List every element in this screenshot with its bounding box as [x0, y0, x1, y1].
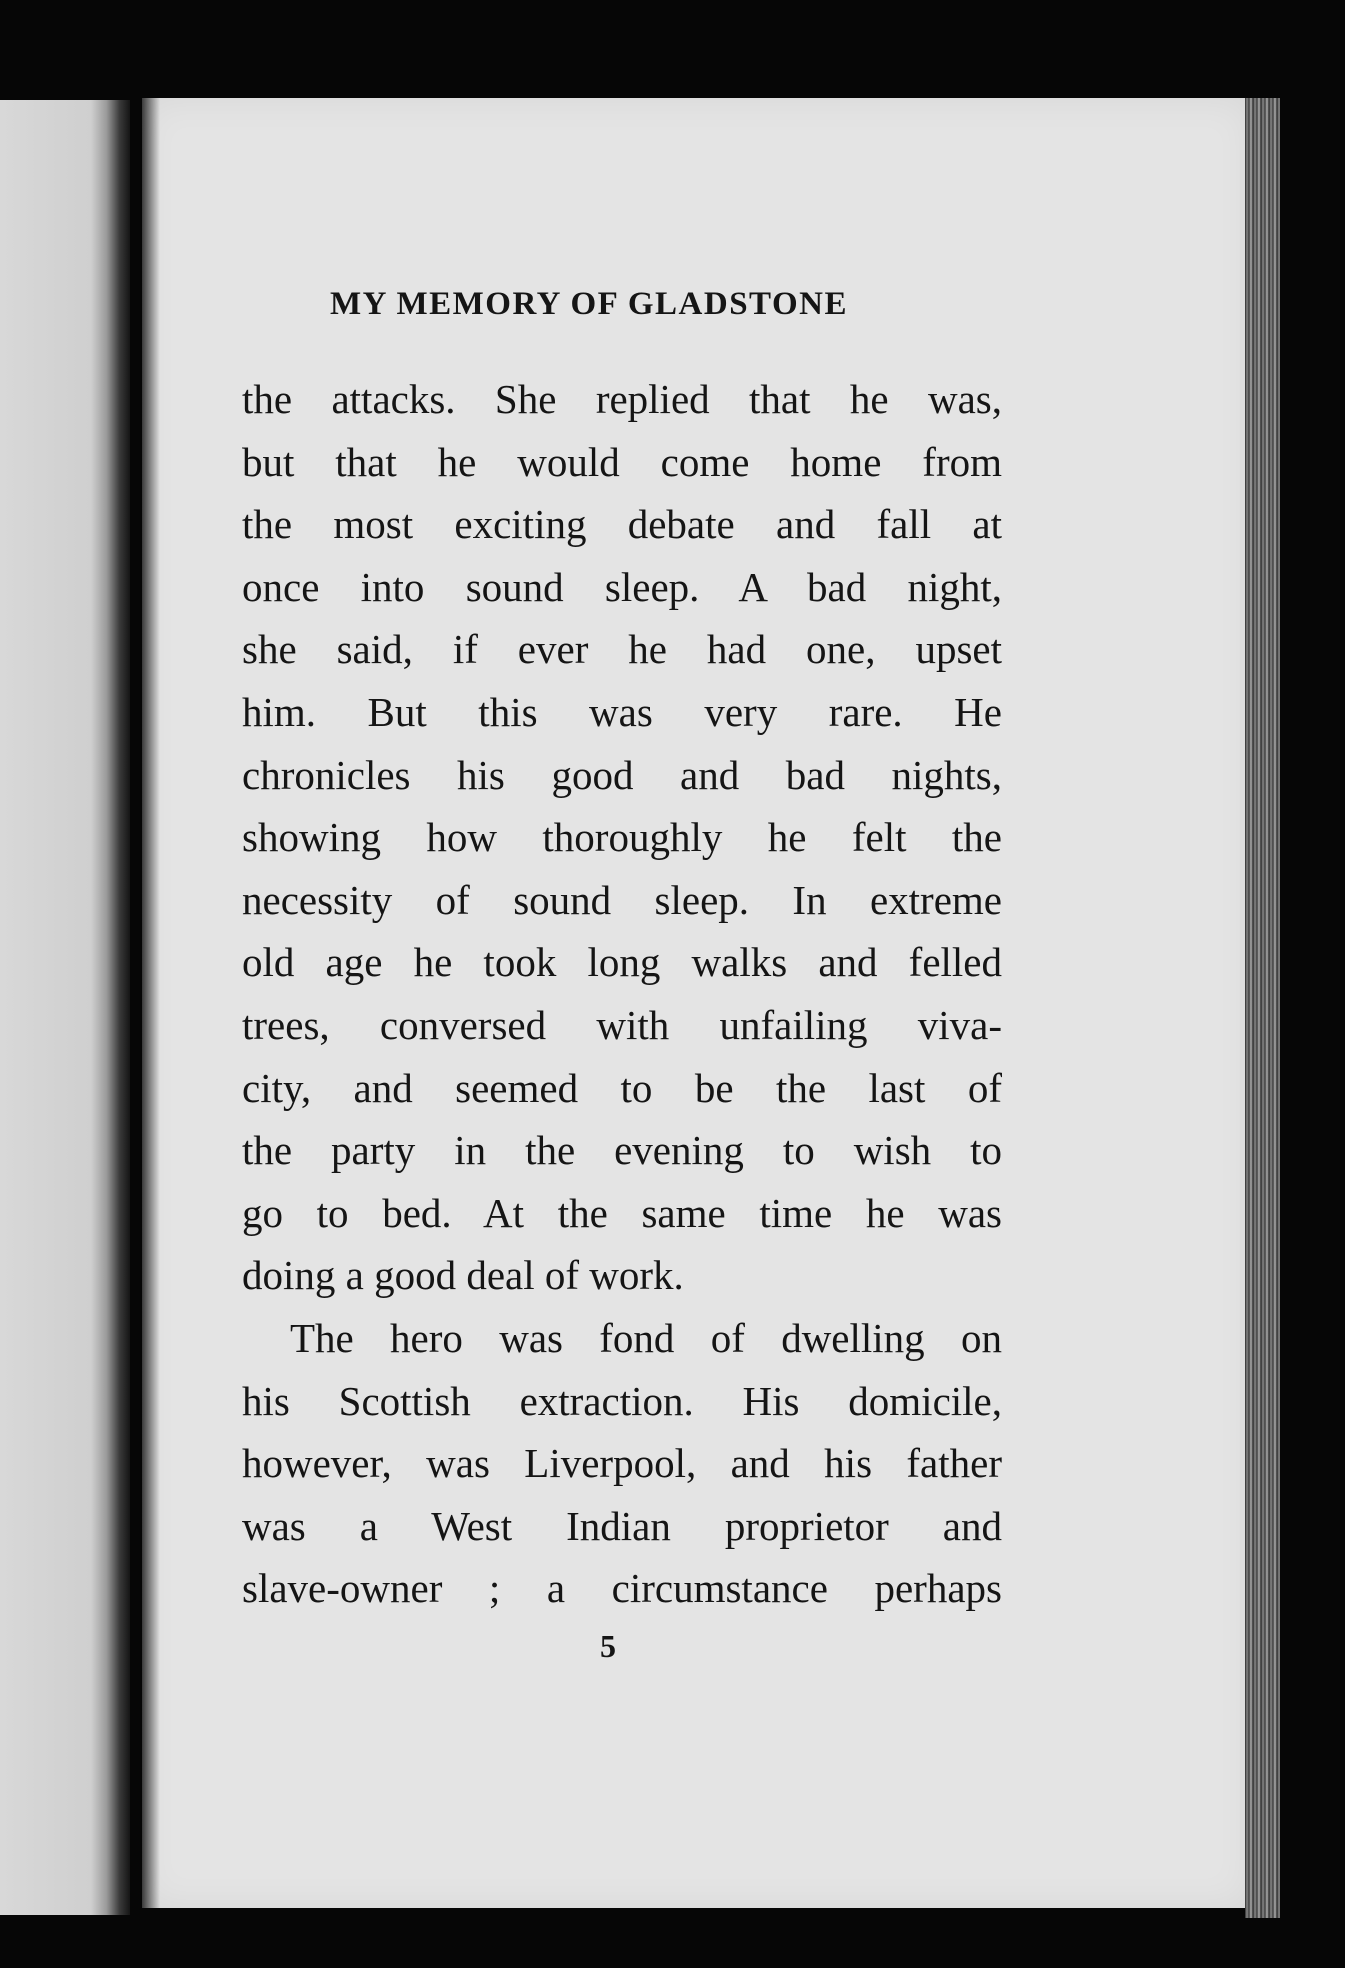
text-line: she said, if ever he had one, upset: [242, 626, 1002, 673]
text-line: city, and seemed to be the last of: [242, 1064, 1002, 1111]
text-line: trees, conversed with unfailing viva-: [242, 1001, 1002, 1048]
text-line: him. But this was very rare. He: [242, 688, 1002, 735]
text-line: go to bed. At the same time he was: [242, 1189, 1002, 1236]
text-line: the most exciting debate and fall at: [242, 501, 1002, 548]
text-line: necessity of sound sleep. In extreme: [242, 876, 1002, 923]
previous-page-edge: [0, 100, 130, 1915]
page-stack-edge: [1245, 98, 1280, 1918]
text-line: the attacks. She replied that he was,: [242, 376, 1002, 422]
text-line: slave-owner ; a circumstance perhaps: [242, 1565, 1002, 1612]
running-head: MY MEMORY OF GLADSTONE: [330, 286, 848, 322]
page-number: 5: [600, 1628, 616, 1664]
text-line: the party in the evening to wish to: [242, 1127, 1002, 1174]
text-line: doing a good deal of work.: [242, 1252, 684, 1299]
text-line: his Scottish extraction. His domicile,: [242, 1377, 1002, 1424]
text-line: however, was Liverpool, and his father: [242, 1440, 1002, 1487]
text-line: was a West Indian proprietor and: [242, 1502, 1002, 1549]
text-line: The hero was fond of dwelling on: [290, 1314, 1002, 1361]
text-line: once into sound sleep. A bad night,: [242, 563, 1002, 610]
text-line: but that he would come home from: [242, 438, 1002, 485]
text-line: old age he took long walks and felled: [242, 939, 1002, 986]
body-text: [242, 368, 1002, 1620]
text-line: chronicles his good and bad nights,: [242, 751, 1002, 798]
spine-shadow: [142, 98, 160, 1908]
text-line: showing how thoroughly he felt the: [242, 814, 1002, 861]
